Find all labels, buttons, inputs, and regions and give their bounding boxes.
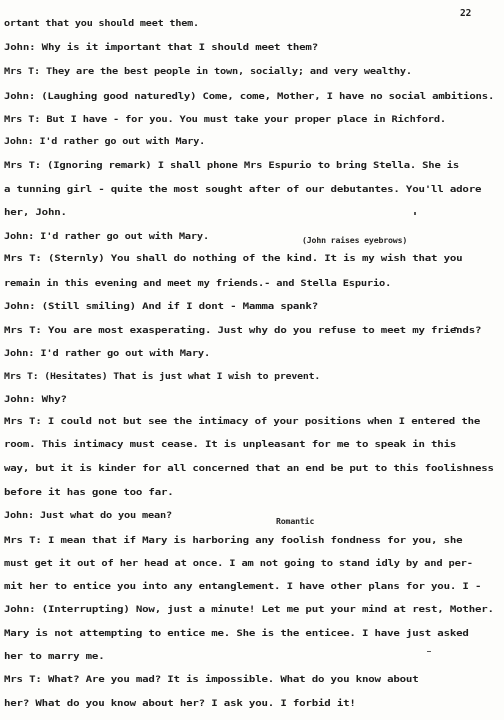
typed-line-text: John: (Interrupting) Now, just a minute! Let me put your mind at rest, Mother.: [4, 605, 494, 615]
typed-line: [4, 209, 504, 221]
typed-line-text: John: (Still smiling) And if I dont - Mamma spank?: [4, 302, 319, 312]
typed-line: [4, 162, 504, 174]
typed-line: [4, 350, 504, 362]
typed-line-text: mit her to entice you into any entanglement. I have other plans for you. I -: [4, 582, 482, 592]
typed-line-text: John: Why?: [4, 395, 67, 405]
typed-line: [4, 489, 504, 501]
typed-line-text: before it has gone too far.: [4, 488, 174, 498]
typed-line-text: ortant that you should meet them.: [4, 19, 199, 29]
typed-line: [4, 700, 504, 712]
typed-line-text: room. This intimacy must cease. It is unpleasant for me to speak in this: [4, 440, 457, 450]
typed-line-text: remain in this evening and meet my friends.- and Stella Espurio.: [4, 279, 392, 289]
typed-line-text: her, John.: [4, 208, 67, 218]
typed-line: [4, 44, 504, 56]
typed-line: [4, 418, 504, 430]
typed-line-text: way, but it is kinder for all concerned that an end be put to this foolishness: [4, 464, 494, 474]
typed-line: [4, 68, 504, 80]
typed-line: [4, 255, 504, 267]
typed-line: [4, 20, 504, 32]
page-number: 22: [460, 8, 472, 19]
typed-line: [4, 93, 504, 105]
typed-line-text: her to marry me.: [4, 652, 105, 662]
typed-line: [4, 537, 504, 549]
typed-line-text: her? What do you know about her? I ask you. I forbid it!: [4, 699, 356, 709]
typed-line: [4, 116, 504, 128]
typed-line: [4, 303, 504, 315]
typed-line-text: Mary is not attempting to entice me. She is the enticee. I have just asked: [4, 629, 469, 639]
typed-line: [4, 653, 504, 665]
typed-line: [4, 441, 504, 453]
typed-line-text: Mrs T: But I have - for you. You must take your proper place in Richford.: [4, 115, 446, 125]
pen-mark: [427, 651, 431, 652]
typed-line-text: Mrs T: I mean that if Mary is harboring any foolish fondness for you, she: [4, 536, 463, 546]
typed-line: [4, 630, 504, 642]
typed-line-text: Mrs T: They are the best people in town, socially; and very wealthy.: [4, 67, 412, 77]
typed-line-text: John: I'd rather go out with Mary.: [4, 349, 210, 359]
typed-line-text: a tunning girl - quite the most sought after of our debutantes. You'll adore: [4, 185, 482, 195]
typed-line-text: must get it out of her head at once. I am not going to stand idly by and per-: [4, 559, 473, 569]
typed-line: [4, 560, 504, 572]
typed-line: [4, 327, 504, 339]
typed-line-text: Mrs T: What? Are you mad? It is impossible. What do you know about: [4, 675, 419, 685]
typed-line: [4, 373, 504, 385]
typed-line-text: John: Why is it important that I should meet them?: [4, 43, 319, 53]
typed-line-text: John: Just what do you mean?: [4, 511, 172, 521]
typed-line: [4, 676, 504, 688]
typed-line: [4, 606, 504, 618]
typed-line: [4, 465, 504, 477]
typed-line-text: Mrs T: (Hesitates) That is just what I wish to prevent.: [4, 372, 321, 382]
typed-line-text: John: I'd rather go out with Mary.: [4, 137, 206, 147]
typed-line-text: John: I'd rather go out with Mary.: [4, 232, 209, 242]
handwritten-annotation-eyebrows: (John raises eyebrows): [302, 235, 408, 245]
typed-line: [4, 138, 504, 150]
typed-line-text: John: (Laughing good naturedly) Come, come, Mother, I have no social ambitions.: [4, 92, 495, 102]
typed-line-text: Mrs T: You are most exasperating. Just why do you refuse to meet my friends?: [4, 326, 482, 336]
typed-line-text: Mrs T: I could not but see the intimacy of your positions when I entered the: [4, 417, 481, 427]
typed-line: [4, 280, 504, 292]
typed-line: [4, 396, 504, 408]
typed-line: [4, 233, 504, 245]
typed-line-text: Mrs T: (Ignoring remark) I shall phone Mrs Espurio to bring Stella. She is: [4, 161, 460, 171]
handwritten-annotation-romantic: Romantic: [276, 516, 315, 526]
typed-line: [4, 512, 504, 524]
typed-line-text: Mrs T: (Sternly) You shall do nothing of the kind. It is my wish that you: [4, 254, 463, 264]
typed-line: [4, 583, 504, 595]
typed-line: [4, 186, 504, 198]
